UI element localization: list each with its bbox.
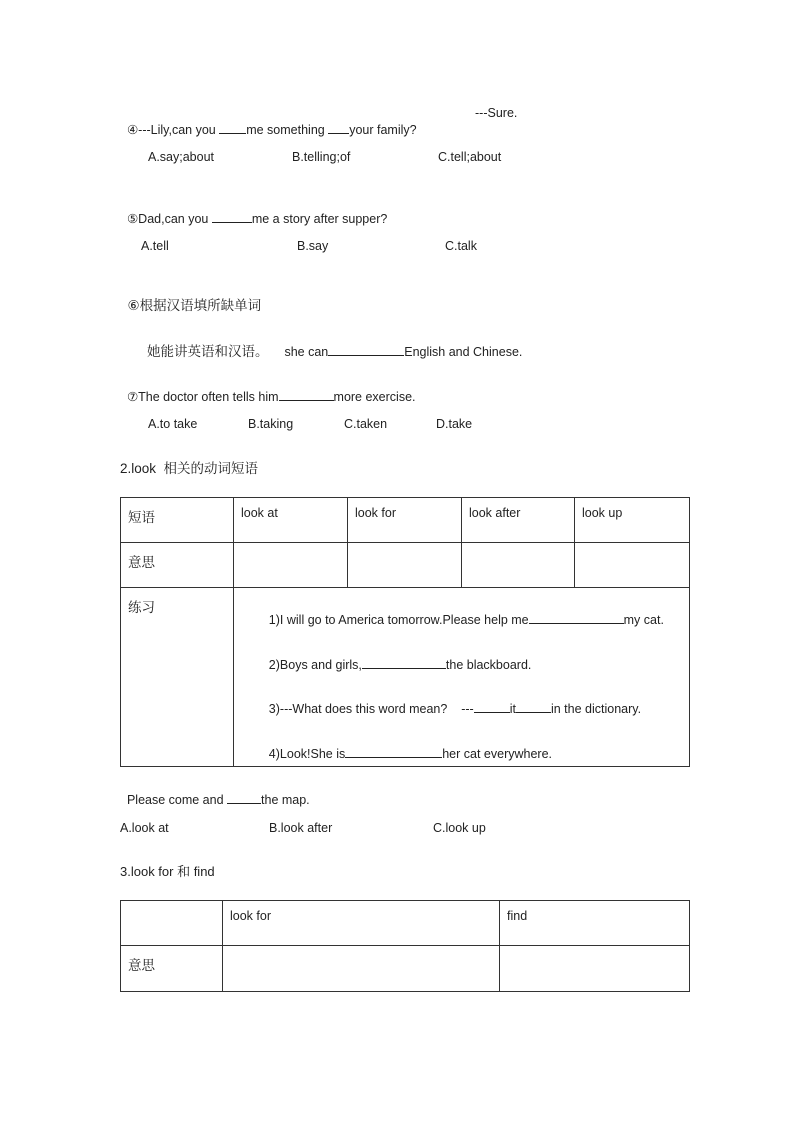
option-5a: A.tell — [141, 239, 169, 253]
question-4-reply: ---Sure. — [475, 106, 518, 120]
option-7b: B.taking — [248, 417, 294, 431]
meaning-cell[interactable] — [500, 946, 690, 992]
section-3-title: 3.look for 和 find — [120, 864, 215, 879]
question-4-text-1: ---Lily,can you — [138, 123, 220, 137]
table-row-meanings — [121, 946, 690, 992]
question-5-text-2: me a story after supper? — [251, 212, 388, 226]
extra-question-text-1: Please come and — [126, 793, 228, 807]
table-row-meanings — [121, 543, 690, 588]
extra-question-text-2: the map. — [261, 793, 310, 807]
question-7-number: ⑦ — [126, 390, 139, 404]
answer-blank[interactable] — [328, 343, 404, 356]
question-6-text-1: she can — [284, 345, 329, 359]
row-label-practice: 练习 — [121, 588, 234, 767]
answer-blank[interactable] — [516, 700, 551, 713]
question-4-text-2: me something — [246, 123, 329, 137]
answer-blank[interactable] — [474, 700, 510, 713]
exercise-3-text-3: in the dictionary. — [550, 702, 642, 716]
option-4a: A.say;about — [148, 150, 215, 164]
meaning-cell[interactable] — [462, 543, 575, 588]
question-7 — [120, 372, 416, 405]
exercise-3-text-1: 3)---What does this word mean? --- — [268, 702, 474, 716]
phrase-look-after: look after — [462, 498, 575, 543]
row-label-phrase: 短语 — [121, 498, 234, 543]
look-for-find-table — [120, 900, 690, 992]
question-6-title: 根据汉语填所缺单词 — [139, 298, 262, 313]
option-7c: C.taken — [344, 417, 388, 431]
header-find: find — [500, 901, 690, 946]
answer-blank[interactable] — [279, 388, 334, 401]
question-4-number: ④ — [126, 123, 139, 137]
exercise-1-text-2: my cat. — [623, 613, 664, 627]
exercise-cell — [234, 588, 690, 767]
table-row-headers — [121, 901, 690, 946]
exercise-2-text-1: 2)Boys and girls, — [268, 658, 362, 672]
option-4c: C.tell;about — [438, 150, 502, 164]
meaning-cell[interactable] — [575, 543, 690, 588]
question-7-text-1: The doctor often tells him — [138, 390, 279, 404]
exercise-1 — [241, 597, 664, 641]
question-5 — [120, 194, 387, 227]
phrase-look-at: look at — [234, 498, 348, 543]
extra-question — [120, 775, 310, 808]
exercise-1-text-1: 1)I will go to America tomorrow.Please help me — [268, 613, 529, 627]
meaning-cell[interactable] — [223, 946, 500, 992]
answer-blank[interactable] — [227, 791, 261, 804]
question-5-number: ⑤ — [126, 212, 139, 226]
question-6-chinese: 她能讲英语和汉语。 — [146, 344, 269, 359]
empty-header-cell — [121, 901, 223, 946]
row-label-meaning: 意思 — [121, 543, 234, 588]
question-7-text-2: more exercise. — [333, 390, 416, 404]
header-look-for: look for — [223, 901, 500, 946]
option-5b: B.say — [297, 239, 329, 253]
answer-blank[interactable] — [219, 121, 246, 134]
option-7a: A.to take — [148, 417, 198, 431]
answer-blank[interactable] — [362, 656, 446, 669]
answer-blank[interactable] — [529, 611, 624, 624]
question-4 — [120, 105, 417, 138]
option-4b: B.telling;of — [292, 150, 351, 164]
question-6-number: ⑥ — [127, 298, 140, 313]
question-6-text-2: English and Chinese. — [404, 345, 523, 359]
table-row-phrases — [121, 498, 690, 543]
extra-option-c: C.look up — [433, 821, 486, 835]
exercise-2 — [241, 642, 531, 686]
option-5c: C.talk — [445, 239, 477, 253]
option-7d: D.take — [436, 417, 473, 431]
phrase-look-for: look for — [348, 498, 462, 543]
exercise-2-text-2: the blackboard. — [445, 658, 532, 672]
question-6-sentence — [140, 327, 522, 360]
answer-blank[interactable] — [212, 210, 252, 223]
exercise-4-text-2: her cat everywhere. — [442, 747, 553, 761]
answer-blank[interactable] — [328, 121, 349, 134]
phrase-look-up: look up — [575, 498, 690, 543]
row-label-meaning: 意思 — [121, 946, 223, 992]
exercise-3 — [241, 686, 641, 730]
question-6 — [120, 282, 261, 314]
table-row-exercises — [121, 588, 690, 767]
exercise-4 — [241, 731, 552, 775]
section-2-title: 2.look 相关的动词短语 — [120, 461, 259, 476]
exercise-4-text-1: 4)Look!She is — [268, 747, 346, 761]
meaning-cell[interactable] — [234, 543, 348, 588]
look-phrases-table — [120, 497, 690, 767]
meaning-cell[interactable] — [348, 543, 462, 588]
extra-option-b: B.look after — [269, 821, 333, 835]
question-5-text-1: Dad,can you — [138, 212, 212, 226]
extra-option-a: A.look at — [120, 821, 169, 835]
exercise-3-text-2: it — [509, 702, 516, 716]
question-4-text-3: your family? — [349, 123, 417, 137]
answer-blank[interactable] — [345, 745, 442, 758]
